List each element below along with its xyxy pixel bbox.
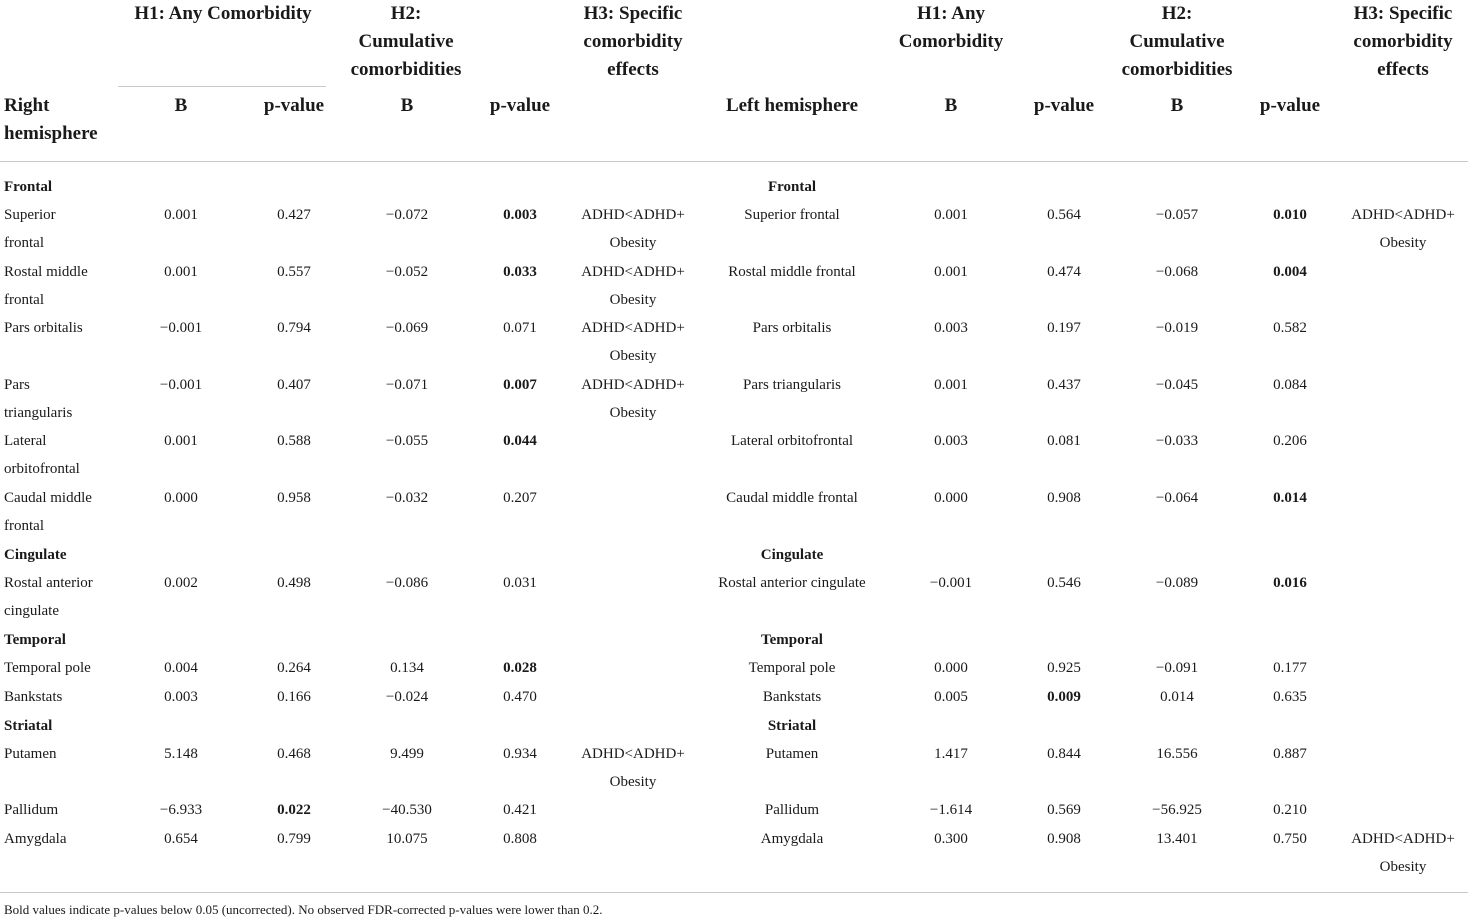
left-h2-line3: comorbidities — [1121, 59, 1233, 80]
left-section-cingulate: Cingulate — [760, 547, 824, 563]
right-p1: 0.799 — [277, 831, 311, 847]
right-p1: 0.557 — [277, 264, 311, 280]
right-b1: 5.148 — [164, 746, 198, 762]
right-b2: −0.086 — [385, 575, 429, 591]
left-h3: ADHD<ADHD+ Obesity — [1351, 831, 1455, 875]
left-label: Putamen — [765, 746, 819, 762]
right-b2: −0.071 — [385, 377, 429, 393]
left-p2: 0.084 — [1273, 377, 1307, 393]
right-b1: −6.933 — [159, 802, 203, 818]
left-label: Pallidum — [764, 802, 820, 818]
right-p2: 0.028 — [503, 660, 537, 676]
right-b1: 0.004 — [164, 660, 198, 676]
right-b1: 0.001 — [164, 207, 198, 223]
left-label: Rostal middle frontal — [728, 264, 856, 280]
right-b2: −40.530 — [382, 802, 432, 818]
table-footnote: Bold values indicate p-values below 0.05 (uncorrected). No observed FDR-corrected p-values were lower than 0.2. — [4, 902, 603, 917]
right-p2: 0.934 — [503, 746, 537, 762]
left-label: Amygdala — [760, 831, 824, 847]
left-p1: 0.925 — [1047, 660, 1081, 676]
right-p1: 0.498 — [277, 575, 311, 591]
right-label: Lateral orbitofrontal — [4, 433, 80, 477]
right-b1: 0.003 — [164, 689, 198, 705]
left-p1: 0.546 — [1047, 575, 1081, 591]
right-p2-header: p-value — [489, 95, 551, 116]
left-p2: 0.750 — [1273, 831, 1307, 847]
right-section-frontal: Frontal — [4, 179, 53, 195]
right-b2: −0.072 — [385, 207, 429, 223]
left-b2: 0.014 — [1160, 689, 1194, 705]
right-label: Caudal middle frontal — [4, 490, 92, 534]
left-p2: 0.016 — [1273, 575, 1307, 591]
left-p1: 0.437 — [1047, 377, 1081, 393]
left-label: Lateral orbitofrontal — [730, 433, 854, 449]
left-p2: 0.177 — [1273, 660, 1307, 676]
left-h3-line2: comorbidity — [1353, 31, 1453, 52]
left-b2: −0.033 — [1155, 433, 1199, 449]
left-b1: 0.001 — [934, 264, 968, 280]
right-b2: 0.134 — [390, 660, 424, 676]
left-region-header: Left hemisphere — [725, 95, 859, 116]
right-b2-header: B — [400, 95, 414, 116]
left-h3: ADHD<ADHD+ Obesity — [1351, 207, 1455, 251]
left-p1: 0.569 — [1047, 802, 1081, 818]
left-p2: 0.004 — [1273, 264, 1307, 280]
left-label: Caudal middle frontal — [726, 490, 858, 506]
left-b1: 0.003 — [934, 433, 968, 449]
left-b1: 0.001 — [934, 377, 968, 393]
left-p1: 0.564 — [1047, 207, 1081, 223]
bottom-rule — [0, 892, 1468, 893]
left-b2: 16.556 — [1156, 746, 1198, 762]
right-h3: ADHD<ADHD+ Obesity — [581, 320, 685, 364]
right-p1: 0.022 — [277, 802, 311, 818]
left-h3-line3: effects — [1377, 59, 1429, 80]
left-p1: 0.009 — [1047, 689, 1081, 705]
right-label: Pars orbitalis — [4, 320, 83, 336]
right-label: Rostal anterior cingulate — [4, 575, 93, 619]
left-p2: 0.206 — [1273, 433, 1307, 449]
right-p1-header: p-value — [263, 95, 325, 116]
left-b1: 0.005 — [934, 689, 968, 705]
left-b1: 0.000 — [934, 660, 968, 676]
left-p1: 0.844 — [1047, 746, 1081, 762]
left-h1-line1: H1: Any — [916, 3, 986, 24]
left-p1: 0.908 — [1047, 490, 1081, 506]
right-p1: 0.264 — [277, 660, 311, 676]
right-section-temporal: Temporal — [4, 632, 66, 648]
left-b1: 0.001 — [934, 207, 968, 223]
right-region-line1: Right — [4, 95, 50, 116]
right-p2: 0.033 — [503, 264, 537, 280]
right-p2: 0.031 — [503, 575, 537, 591]
right-p2: 0.003 — [503, 207, 537, 223]
right-p1: 0.588 — [277, 433, 311, 449]
right-region-header — [4, 92, 98, 148]
right-p2: 0.421 — [503, 802, 537, 818]
right-h3: ADHD<ADHD+ Obesity — [581, 746, 685, 790]
right-b1: −0.001 — [159, 377, 203, 393]
left-label: Pars orbitalis — [752, 320, 832, 336]
left-h3-header — [1333, 0, 1471, 84]
left-b2: −56.925 — [1152, 802, 1202, 818]
right-b2: 9.499 — [390, 746, 424, 762]
left-h2-header — [1107, 0, 1247, 84]
right-b1: −0.001 — [159, 320, 203, 336]
left-p1-header: p-value — [1033, 95, 1095, 116]
left-b2: −0.045 — [1155, 377, 1199, 393]
right-label: Rostal middle frontal — [4, 264, 88, 308]
right-h3: ADHD<ADHD+ Obesity — [581, 264, 685, 308]
left-p2: 0.635 — [1273, 689, 1307, 705]
right-region-line2: hemisphere — [4, 123, 98, 144]
right-h3: ADHD<ADHD+ Obesity — [581, 207, 685, 251]
left-p2: 0.887 — [1273, 746, 1307, 762]
right-b2: −0.052 — [385, 264, 429, 280]
right-b1: 0.654 — [164, 831, 198, 847]
right-b1: 0.001 — [164, 264, 198, 280]
left-p1: 0.081 — [1047, 433, 1081, 449]
left-p1: 0.197 — [1047, 320, 1081, 336]
left-h2-line2: Cumulative — [1129, 31, 1225, 52]
right-p2: 0.470 — [503, 689, 537, 705]
right-b1-header: B — [174, 95, 188, 116]
left-b1-header: B — [944, 95, 958, 116]
left-b2: −0.019 — [1155, 320, 1199, 336]
right-p2: 0.071 — [503, 320, 537, 336]
right-p2: 0.808 — [503, 831, 537, 847]
right-p2: 0.007 — [503, 377, 537, 393]
right-h3-line2: comorbidity — [583, 31, 683, 52]
right-label: Superior frontal — [4, 207, 56, 251]
left-p1: 0.908 — [1047, 831, 1081, 847]
right-section-striatal: Striatal — [4, 718, 53, 734]
left-label: Bankstats — [762, 689, 822, 705]
right-h2-line1: H2: — [390, 3, 422, 24]
right-section-cingulate: Cingulate — [4, 547, 67, 563]
header-rule — [0, 161, 1468, 162]
left-h1-header — [881, 0, 1021, 56]
right-b1: 0.002 — [164, 575, 198, 591]
right-label: Temporal pole — [4, 660, 91, 676]
right-h3-header — [563, 0, 703, 84]
left-label: Rostal anterior cingulate — [718, 575, 866, 591]
right-b2: −0.069 — [385, 320, 429, 336]
left-b1: 0.000 — [934, 490, 968, 506]
right-p1: 0.166 — [277, 689, 311, 705]
left-b1: −0.001 — [929, 575, 973, 591]
right-label: Bankstats — [4, 689, 63, 705]
left-p2-header: p-value — [1259, 95, 1321, 116]
left-label: Temporal pole — [748, 660, 836, 676]
left-b1: 0.300 — [934, 831, 968, 847]
left-p2: 0.210 — [1273, 802, 1307, 818]
right-label: Pallidum — [4, 802, 59, 818]
right-p2: 0.044 — [503, 433, 537, 449]
left-section-frontal: Frontal — [767, 179, 817, 195]
right-p1: 0.958 — [277, 490, 311, 506]
left-section-striatal: Striatal — [767, 718, 817, 734]
left-h3-line1: H3: Specific — [1353, 3, 1453, 24]
right-p1: 0.794 — [277, 320, 311, 336]
right-h3-line3: effects — [607, 59, 659, 80]
right-b2: −0.055 — [385, 433, 429, 449]
right-h2-header — [336, 0, 476, 84]
right-b1: 0.001 — [164, 433, 198, 449]
right-label: Amygdala — [4, 831, 67, 847]
left-label: Superior frontal — [744, 207, 840, 223]
right-h2-line3: comorbidities — [350, 59, 462, 80]
left-h1-line2: Comorbidity — [898, 31, 1004, 52]
right-h1-header: H1: Any Comorbidity — [134, 3, 312, 24]
left-section-temporal: Temporal — [761, 632, 823, 648]
left-b2-header: B — [1170, 95, 1184, 116]
left-p2: 0.010 — [1273, 207, 1307, 223]
right-b2: 10.075 — [386, 831, 428, 847]
left-p2: 0.582 — [1273, 320, 1307, 336]
right-h3-line1: H3: Specific — [583, 3, 683, 24]
right-p2: 0.207 — [503, 490, 537, 506]
left-b2: −0.057 — [1155, 207, 1199, 223]
right-h3: ADHD<ADHD+ Obesity — [581, 377, 685, 421]
right-label: Putamen — [4, 746, 57, 762]
right-label: Pars triangularis — [4, 377, 73, 421]
left-b2: −0.064 — [1155, 490, 1199, 506]
left-b2: 13.401 — [1156, 831, 1198, 847]
left-p2: 0.014 — [1273, 490, 1307, 506]
left-b2: −0.091 — [1155, 660, 1199, 676]
left-b2: −0.089 — [1155, 575, 1199, 591]
right-h1-underline — [118, 86, 326, 87]
left-label: Pars triangularis — [743, 377, 841, 393]
left-h2-line1: H2: — [1161, 3, 1193, 24]
right-p1: 0.468 — [277, 746, 311, 762]
left-b1: −1.614 — [929, 802, 973, 818]
left-p1: 0.474 — [1047, 264, 1081, 280]
right-h2-line2: Cumulative — [358, 31, 454, 52]
left-b1: 0.003 — [934, 320, 968, 336]
right-p1: 0.407 — [277, 377, 311, 393]
left-b2: −0.068 — [1155, 264, 1199, 280]
right-b1: 0.000 — [164, 490, 198, 506]
right-b2: −0.032 — [385, 490, 429, 506]
right-b2: −0.024 — [385, 689, 429, 705]
left-b1: 1.417 — [934, 746, 968, 762]
right-p1: 0.427 — [277, 207, 311, 223]
